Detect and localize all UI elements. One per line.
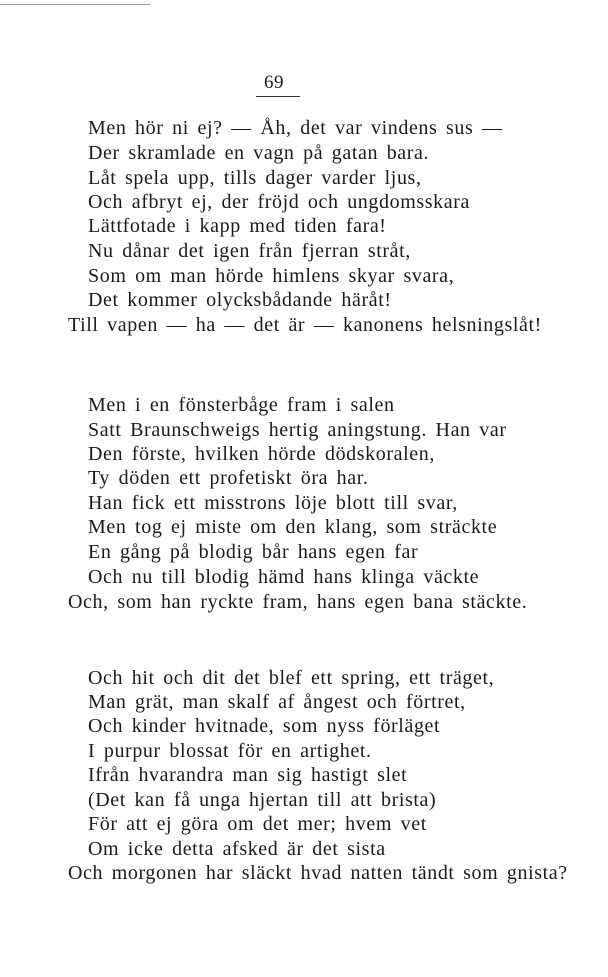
poem-line: Och afbryt ej, der fröjd och ungdomsskara <box>88 191 470 213</box>
poem-line: Ifrån hvarandra man sig hastigt slet <box>88 764 408 786</box>
poem-line: För att ej göra om det mer; hvem vet <box>88 813 427 835</box>
poem-line: Han fick ett misstrons löje blott till svar, <box>88 492 458 514</box>
poem-line: Och hit och dit det blef ett spring, ett träget, <box>88 667 495 689</box>
poem-line: Men tog ej miste om den klang, som sträckte <box>88 516 498 538</box>
poem-line: Och morgonen har släckt hvad natten tändt som gnista? <box>68 862 568 884</box>
top-edge-rule <box>0 4 150 5</box>
poem-line: Som om man hörde himlens skyar svara, <box>88 265 455 287</box>
poem-line: Det kommer olycksbådande häråt! <box>88 289 392 311</box>
poem-line: Om icke detta afsked är det sista <box>88 838 386 860</box>
poem-line: Ty döden ett profetiskt öra har. <box>88 467 369 489</box>
poem-line: Satt Braunschweigs hertig aningstung. Han var <box>88 419 507 441</box>
poem-line: I purpur blossat för en artighet. <box>88 740 372 762</box>
page-number-underline <box>256 96 300 97</box>
poem-line: Der skramlade en vagn på gatan bara. <box>88 142 430 164</box>
poem-line: Och nu till blodig hämd hans klinga väckte <box>88 566 480 588</box>
page-number: 69 <box>264 72 284 93</box>
poem-line: Men i en fönsterbåge fram i salen <box>88 394 395 416</box>
poem-line: Men hör ni ej? — Åh, det var vindens sus — <box>88 117 503 139</box>
poem-line: Den förste, hvilken hörde dödskoralen, <box>88 443 435 465</box>
poem-line: Nu dånar det igen från fjerran stråt, <box>88 240 411 262</box>
poem-line: En gång på blodig bår hans egen far <box>88 541 419 563</box>
poem-line: Man grät, man skalf af ångest och förtret, <box>88 691 466 713</box>
poem-line: Låt spela upp, tills dager varder ljus, <box>88 167 422 189</box>
poem-line: Till vapen — ha — det är — kanonens helsningslåt! <box>68 314 542 336</box>
poem-line: Och kinder hvitnade, som nyss förläget <box>88 715 441 737</box>
poem-line: Och, som han ryckte fram, hans egen bana stäckte. <box>68 591 528 613</box>
poem-line: Lättfotade i kapp med tiden fara! <box>88 215 387 237</box>
poem-line: (Det kan få unga hjertan till att brista) <box>88 789 437 811</box>
